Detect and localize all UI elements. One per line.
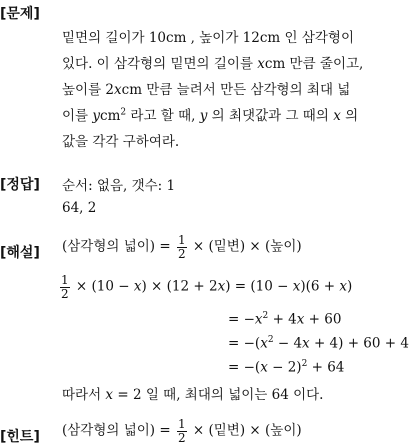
solution-area-formula: (삼각형의 넓이) = $\frac{1}{2}$ × (밑변) × (높이): [62, 233, 302, 261]
answer-label: [정답]: [0, 177, 40, 193]
fraction-half: $\frac{1}{2}$: [61, 273, 69, 301]
problem-line-5: 값을 각각 구하여라.: [62, 134, 180, 150]
fraction-half: $\frac{1}{2}$: [177, 233, 186, 261]
solution-conclusion: 따라서 x = 2 일 때, 최대의 넓이는 64 이다.: [62, 387, 324, 403]
problem-line-3: 높이를 2xcm 만큼 늘려서 만든 삼각형의 최대 넓: [62, 82, 351, 98]
fraction-half: $\frac{1}{2}$: [177, 417, 186, 445]
answer-line-2: 64, 2: [62, 200, 97, 216]
answer-line-1: 순서: 없음, 갯수: 1: [62, 178, 176, 194]
solution-label: [해설]: [0, 245, 40, 261]
problem-line-4: 이를 ycm$^2$ 라고 할 때, y 의 최댓값과 그 때의 x 의: [62, 107, 359, 124]
problem-label: [문제]: [0, 6, 40, 22]
solution-expression-4: = $-(x - 2)^2 + 64$: [228, 359, 345, 376]
problem-line-2: 있다. 이 삼각형의 밑면의 길이를 xcm 만큼 줄이고,: [62, 56, 364, 72]
problem-line-1: 밑면의 길이가 10cm , 높이가 12cm 인 삼각형이: [62, 30, 354, 46]
solution-expression-2: = $-x^2 + 4x + 60$: [228, 311, 342, 328]
hint-label: [힌트]: [0, 429, 40, 445]
solution-expression-3: = $-(x^2 - 4x + 4) + 60 + 4$: [228, 335, 409, 352]
solution-expression-1: $\frac{1}{2}$ × (10 − x) × (12 + 2x) = (10 − x)(6 + x): [61, 273, 353, 301]
hint-area-formula: (삼각형의 넓이) = $\frac{1}{2}$ × (밑변) × (높이): [62, 417, 302, 445]
